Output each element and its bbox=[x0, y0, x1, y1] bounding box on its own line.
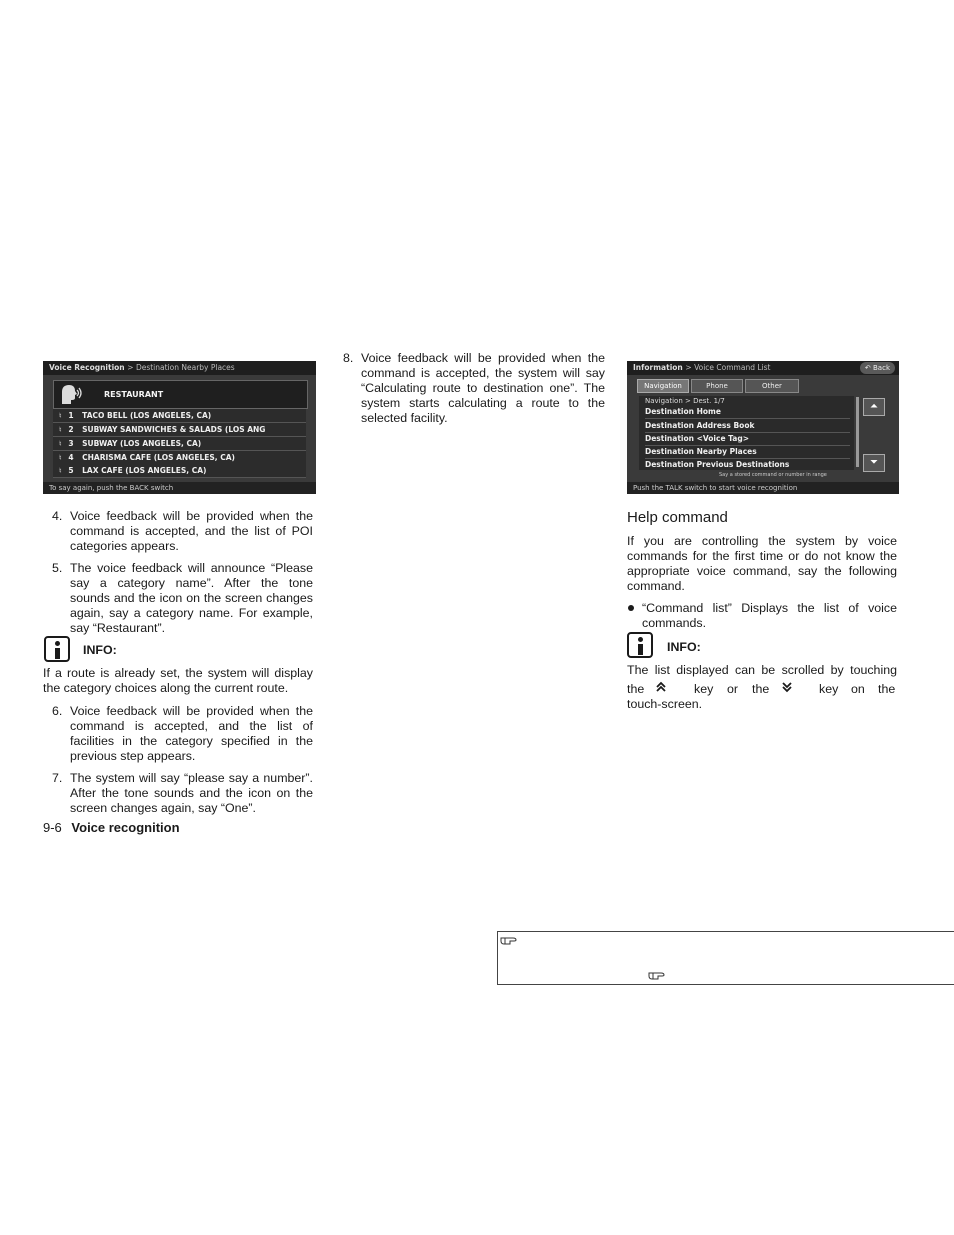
page-number: 9-6 bbox=[43, 820, 62, 835]
back-button[interactable]: ↶ Back bbox=[860, 362, 895, 374]
bullet-text: “Command list” Displays the list of voice commands. bbox=[642, 601, 897, 630]
step-6 bbox=[52, 704, 313, 764]
step-text: Voice feedback will be provided when the command is accepted, the system will say “Calculating route to destination one”. The system starts calculating a route to the selected facility. bbox=[361, 351, 605, 425]
step-text: Voice feedback will be provided when the command is accepted, and the list of facilities in the category specified in the previous step appears. bbox=[70, 704, 313, 763]
screen-header bbox=[627, 361, 899, 375]
screen-header-title: Information bbox=[633, 363, 683, 372]
voice-tag-icon: ♮ bbox=[59, 466, 62, 475]
voice-tag-icon: ♮ bbox=[59, 411, 62, 420]
category-bar bbox=[53, 380, 308, 409]
hint-text: Say a stored command or number in range bbox=[719, 472, 827, 478]
info-word: key bbox=[694, 682, 714, 696]
screen-footer: To say again, push the BACK switch bbox=[43, 482, 316, 494]
scroll-up-button[interactable] bbox=[863, 398, 885, 416]
info-line-3: touch-screen. bbox=[627, 697, 703, 711]
screen-header-title: Voice Recognition bbox=[49, 363, 125, 372]
list-item[interactable]: ♮ 4 CHARISMA CAFE (LOS ANGELES, CA) bbox=[53, 451, 306, 465]
step-number: 7. bbox=[52, 771, 63, 785]
step-number: 5. bbox=[52, 561, 63, 575]
back-arrow-icon: ↶ bbox=[864, 364, 871, 372]
info-word: on bbox=[851, 682, 865, 696]
list-item[interactable]: Destination Address Book bbox=[645, 419, 850, 433]
list-item[interactable]: ♮ 2 SUBWAY SANDWICHES & SALADS (LOS ANG bbox=[53, 423, 306, 437]
scroll-down-button[interactable] bbox=[863, 454, 885, 472]
tab-other[interactable]: Other bbox=[745, 379, 799, 393]
tab-navigation[interactable]: Navigation bbox=[637, 379, 689, 393]
info-icon bbox=[44, 636, 70, 662]
scroll-down-key-icon bbox=[781, 681, 793, 697]
voice-tag-icon: ♮ bbox=[59, 453, 62, 462]
list-item[interactable]: ♮ 1 TACO BELL (LOS ANGELES, CA) bbox=[53, 409, 306, 423]
page-footer bbox=[43, 820, 180, 835]
info-word: key bbox=[819, 682, 839, 696]
screen-footer: Push the TALK switch to start voice recognition bbox=[627, 482, 899, 494]
bullet-dot-icon bbox=[628, 605, 634, 611]
step-7 bbox=[52, 771, 313, 816]
info-icon bbox=[627, 632, 653, 658]
step-8 bbox=[343, 351, 605, 426]
voice-tag-icon: ♮ bbox=[59, 425, 62, 434]
info-label: INFO: bbox=[83, 643, 117, 657]
voice-command-list-screenshot bbox=[627, 361, 899, 494]
step-text: Voice feedback will be provided when the command is accepted, and the list of POI categories appears. bbox=[70, 509, 313, 553]
list-item[interactable]: Destination <Voice Tag> bbox=[645, 432, 850, 446]
info-word: the bbox=[752, 682, 770, 696]
tab-phone[interactable]: Phone bbox=[691, 379, 743, 393]
step-number: 4. bbox=[52, 509, 63, 523]
scrollbar[interactable] bbox=[856, 397, 859, 467]
info-line-1: The list displayed can be scrolled by touching bbox=[627, 663, 897, 677]
pointing-hand-icon bbox=[500, 933, 518, 951]
step-4 bbox=[52, 509, 313, 554]
step-text: The voice feedback will announce “Please say a category name”. After the tone sounds and the icon on the screen changes again, say a category name. For example, say “Restaurant”. bbox=[70, 561, 313, 635]
list-item[interactable]: Destination Home bbox=[645, 405, 850, 419]
voice-recognition-screenshot bbox=[43, 361, 316, 494]
intro-paragraph: If you are controlling the system by voice commands for the first time or do not know the appropriate voice command, say the following command. bbox=[627, 534, 897, 593]
category-name: RESTAURANT bbox=[104, 390, 164, 399]
scroll-up-key-icon bbox=[655, 681, 667, 698]
list-item[interactable]: ♮ 5 LAX CAFE (LOS ANGELES, CA) bbox=[53, 464, 306, 478]
info-word: or bbox=[727, 682, 739, 696]
step-text: The system will say “please say a number”. After the tone sounds and the icon on the screen changes again, say “One”. bbox=[70, 771, 313, 815]
info-label: INFO: bbox=[667, 640, 701, 654]
section-heading: Help command bbox=[627, 509, 728, 526]
bottom-reference-box bbox=[497, 931, 954, 985]
screen-header bbox=[43, 361, 316, 375]
list-item[interactable]: Destination Nearby Places bbox=[645, 445, 850, 459]
info-word: the bbox=[878, 682, 896, 696]
step-number: 6. bbox=[52, 704, 63, 718]
double-chevron-down-icon: ⏷ bbox=[870, 457, 878, 468]
double-chevron-up-icon: ⏶ bbox=[870, 401, 878, 412]
step-number: 8. bbox=[343, 351, 354, 365]
screen-header-sub: > Voice Command List bbox=[685, 363, 771, 372]
pointing-hand-icon bbox=[648, 968, 666, 986]
info-text: If a route is already set, the system will display the category choices along the current route. bbox=[43, 666, 313, 695]
info-line-2 bbox=[627, 682, 897, 698]
voice-head-icon bbox=[60, 384, 82, 405]
list-title: Navigation > Dest. 1/7 bbox=[645, 397, 725, 405]
section-title: Voice recognition bbox=[71, 820, 180, 835]
step-5 bbox=[52, 561, 313, 636]
screen-header-sub: > Destination Nearby Places bbox=[127, 363, 235, 372]
info-word: the bbox=[627, 682, 645, 696]
command-list bbox=[639, 396, 854, 470]
list-item[interactable]: ♮ 3 SUBWAY (LOS ANGELES, CA) bbox=[53, 437, 306, 451]
list-item[interactable]: Destination Previous Destinations bbox=[645, 460, 790, 469]
voice-tag-icon: ♮ bbox=[59, 439, 62, 448]
